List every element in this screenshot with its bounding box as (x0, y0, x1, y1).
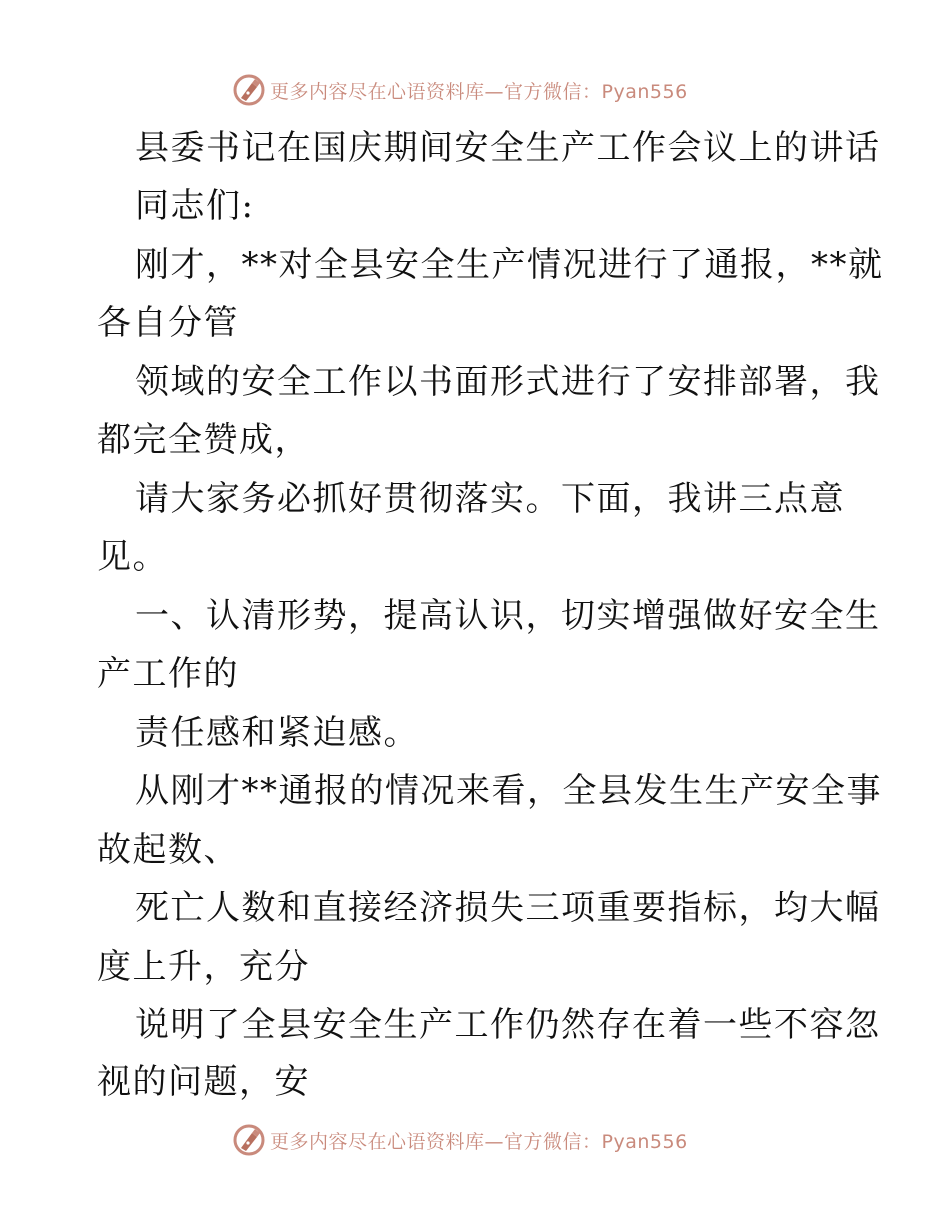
section-heading: 责任感和紧迫感。 (135, 713, 419, 753)
salutation: 同志们: (135, 186, 255, 226)
paragraph-line: 死亡人数和直接经济损失三项重要指标，均大幅 (135, 888, 881, 928)
paragraph-line: 刚才，**对全县安全生产情况进行了通报，**就 (135, 245, 884, 285)
section-heading: 产工作的 (97, 654, 239, 694)
footer-watermark (232, 1122, 688, 1158)
paragraph-line: 领域的安全工作以书面形式进行了安排部署，我 (135, 362, 881, 402)
paragraph-line: 说明了全县安全生产工作仍然存在着一些不容忽 (135, 1005, 881, 1045)
paragraph-line: 各自分管 (97, 303, 239, 343)
pen-nib-logo-icon (232, 1123, 266, 1157)
paragraph-line: 度上升，充分 (97, 947, 310, 987)
paragraph-line: 见。 (97, 537, 168, 577)
paragraph-line: 请大家务必抓好贯彻落实。下面，我讲三点意 (135, 479, 845, 519)
document-title: 县委书记在国庆期间安全生产工作会议上的讲话 (135, 128, 881, 168)
paragraph-line: 都完全赞成， (97, 420, 310, 460)
watermark-text: 更多内容尽在心语资料库—官方微信：Pyan556 (270, 80, 688, 103)
watermark-text: 更多内容尽在心语资料库—官方微信：Pyan556 (270, 1130, 688, 1153)
paragraph-line: 视的问题，安 (97, 1062, 310, 1102)
paragraph-line: 从刚才**通报的情况来看，全县发生生产安全事 (135, 771, 882, 811)
section-heading: 一、认清形势，提高认识，切实增强做好安全生 (135, 596, 881, 636)
paragraph-line: 故起数、 (97, 830, 239, 870)
